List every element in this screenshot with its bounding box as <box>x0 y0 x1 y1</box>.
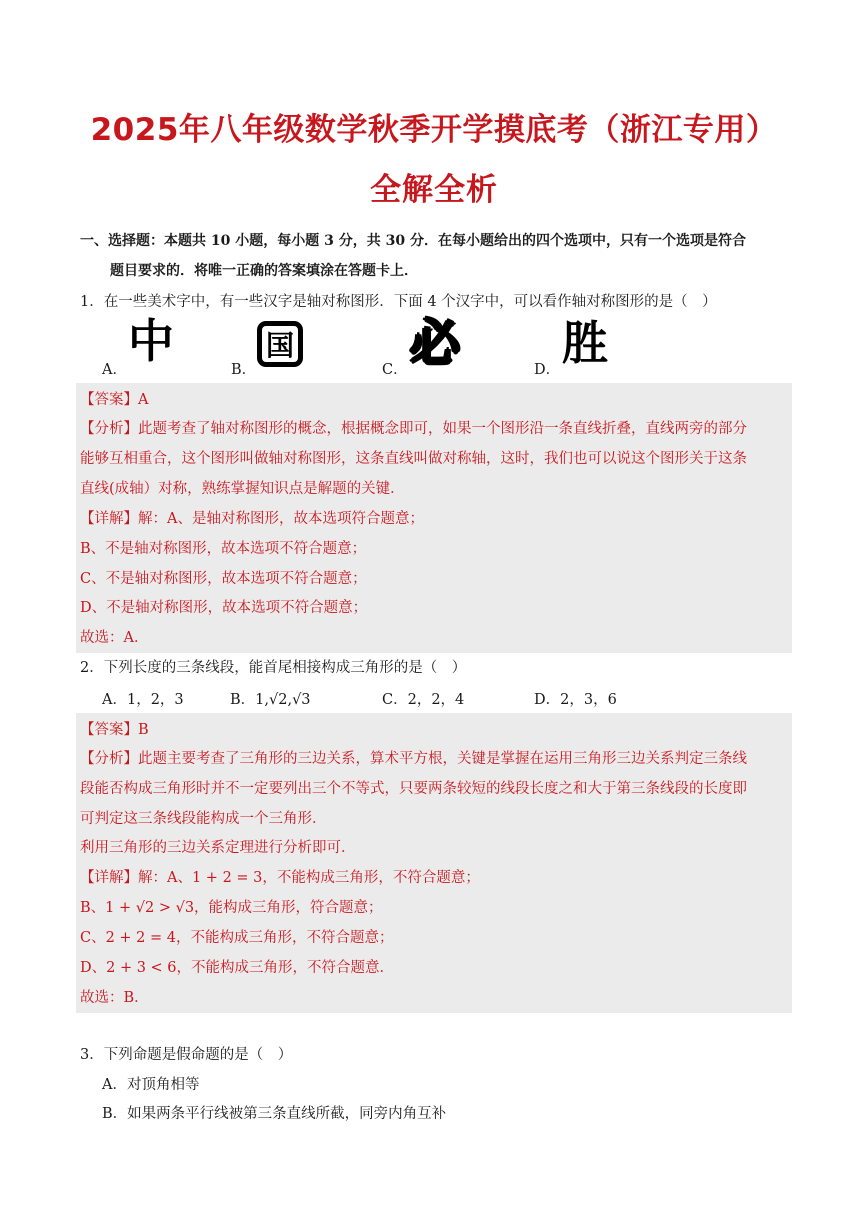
q1-option-c-label: C． <box>382 362 408 378</box>
q2-analysis-line2: 段能否构成三角形时并不一定要列出三个不等式，只要两条较短的线段长度之和大于第三条线段的长度即 <box>80 781 747 797</box>
q2-option-b: B．1,√2,√3 <box>230 692 311 708</box>
section-heading-line1: 一、选择题：本题共 10 小题，每小题 3 分，共 30 分．在每小题给出的四个选项中，只有一个选项是符合 <box>80 233 746 249</box>
q2-analysis-line4: 利用三角形的三边关系定理进行分析即可． <box>80 840 356 856</box>
q2-detail-line2: B、1 + √2 > √3，能构成三角形，符合题意； <box>80 900 383 916</box>
q2-option-c: C．2，2，4 <box>382 692 465 708</box>
q1-detail-line2: B、不是轴对称图形，故本选项不符合题意； <box>80 541 367 557</box>
q2-detail-line5: 故选：B． <box>80 990 149 1006</box>
q2-analysis-line3: 可判定这三条线段能构成一个三角形． <box>80 811 327 827</box>
q2-option-d: D．2，3，6 <box>534 692 617 708</box>
q1-detail-line4: D、不是轴对称图形，故本选项不符合题意； <box>80 600 368 616</box>
q3-option-b: B．如果两条平行线被第三条直线所截，同旁内角互补 <box>102 1106 447 1122</box>
q3-stem: 3．下列命题是假命题的是（ ） <box>80 1047 293 1063</box>
q1-stem: 1．在一些美术字中，有一些汉字是轴对称图形．下面 4 个汉字中，可以看作轴对称图形的是（ ） <box>80 294 717 310</box>
section-heading-line2: 题目要求的．将唯一正确的答案填涂在答题卡上． <box>110 263 418 279</box>
q1-analysis-line2: 能够互相重合，这个图形叫做轴对称图形，这条直线叫做对称轴，这时，我们也可以说这个图形关于这条 <box>80 451 747 467</box>
q2-option-a: A．1，2，3 <box>102 692 184 708</box>
q1-analysis-line1: 【分析】此题考查了轴对称图形的概念，根据概念即可，如果一个图形沿一条直线折叠，直线两旁的部分 <box>80 421 747 437</box>
q1-option-b-label: B． <box>231 362 257 378</box>
q1-option-d-label: D． <box>534 362 561 378</box>
q1-analysis-line3: 直线(成轴）对称，熟练掌握知识点是解题的关键． <box>80 481 405 497</box>
q1-detail-line3: C、不是轴对称图形，故本选项不符合题意； <box>80 571 367 587</box>
q2-detail-line4: D、2 + 3 < 6，不能构成三角形，不符合题意． <box>80 960 395 976</box>
page-subtitle: 全解全析 <box>370 172 498 208</box>
q1-answer: 【答案】A <box>80 392 149 408</box>
q2-analysis-line1: 【分析】此题主要考查了三角形的三边关系，算术平方根，关键是掌握在运用三角形三边关系判定三条线 <box>80 751 747 767</box>
q2-stem: 2．下列长度的三条线段，能首尾相接构成三角形的是（ ） <box>80 660 467 676</box>
q1-option-b-glyph: 国 <box>257 321 303 367</box>
q1-detail-line5: 故选：A． <box>80 630 149 646</box>
q2-detail-line3: C、2 + 2 = 4，不能构成三角形，不符合题意； <box>80 930 394 946</box>
q1-option-d-glyph: 胜 <box>562 316 608 370</box>
q1-option-a-glyph: 中 <box>128 314 174 368</box>
q3-option-a: A．对顶角相等 <box>102 1077 200 1093</box>
q2-detail-line1: 【详解】解：A、1 + 2 = 3，不能构成三角形，不符合题意； <box>80 870 480 886</box>
q2-answer: 【答案】B <box>80 722 149 738</box>
page-title: 2025年八年级数学秋季开学摸底考（浙江专用） <box>90 112 778 148</box>
q1-option-c-glyph: 必 <box>410 314 460 372</box>
q1-detail-line1: 【详解】解：A、是轴对称图形，故本选项符合题意； <box>80 511 424 527</box>
q1-option-a-label: A． <box>102 362 127 378</box>
